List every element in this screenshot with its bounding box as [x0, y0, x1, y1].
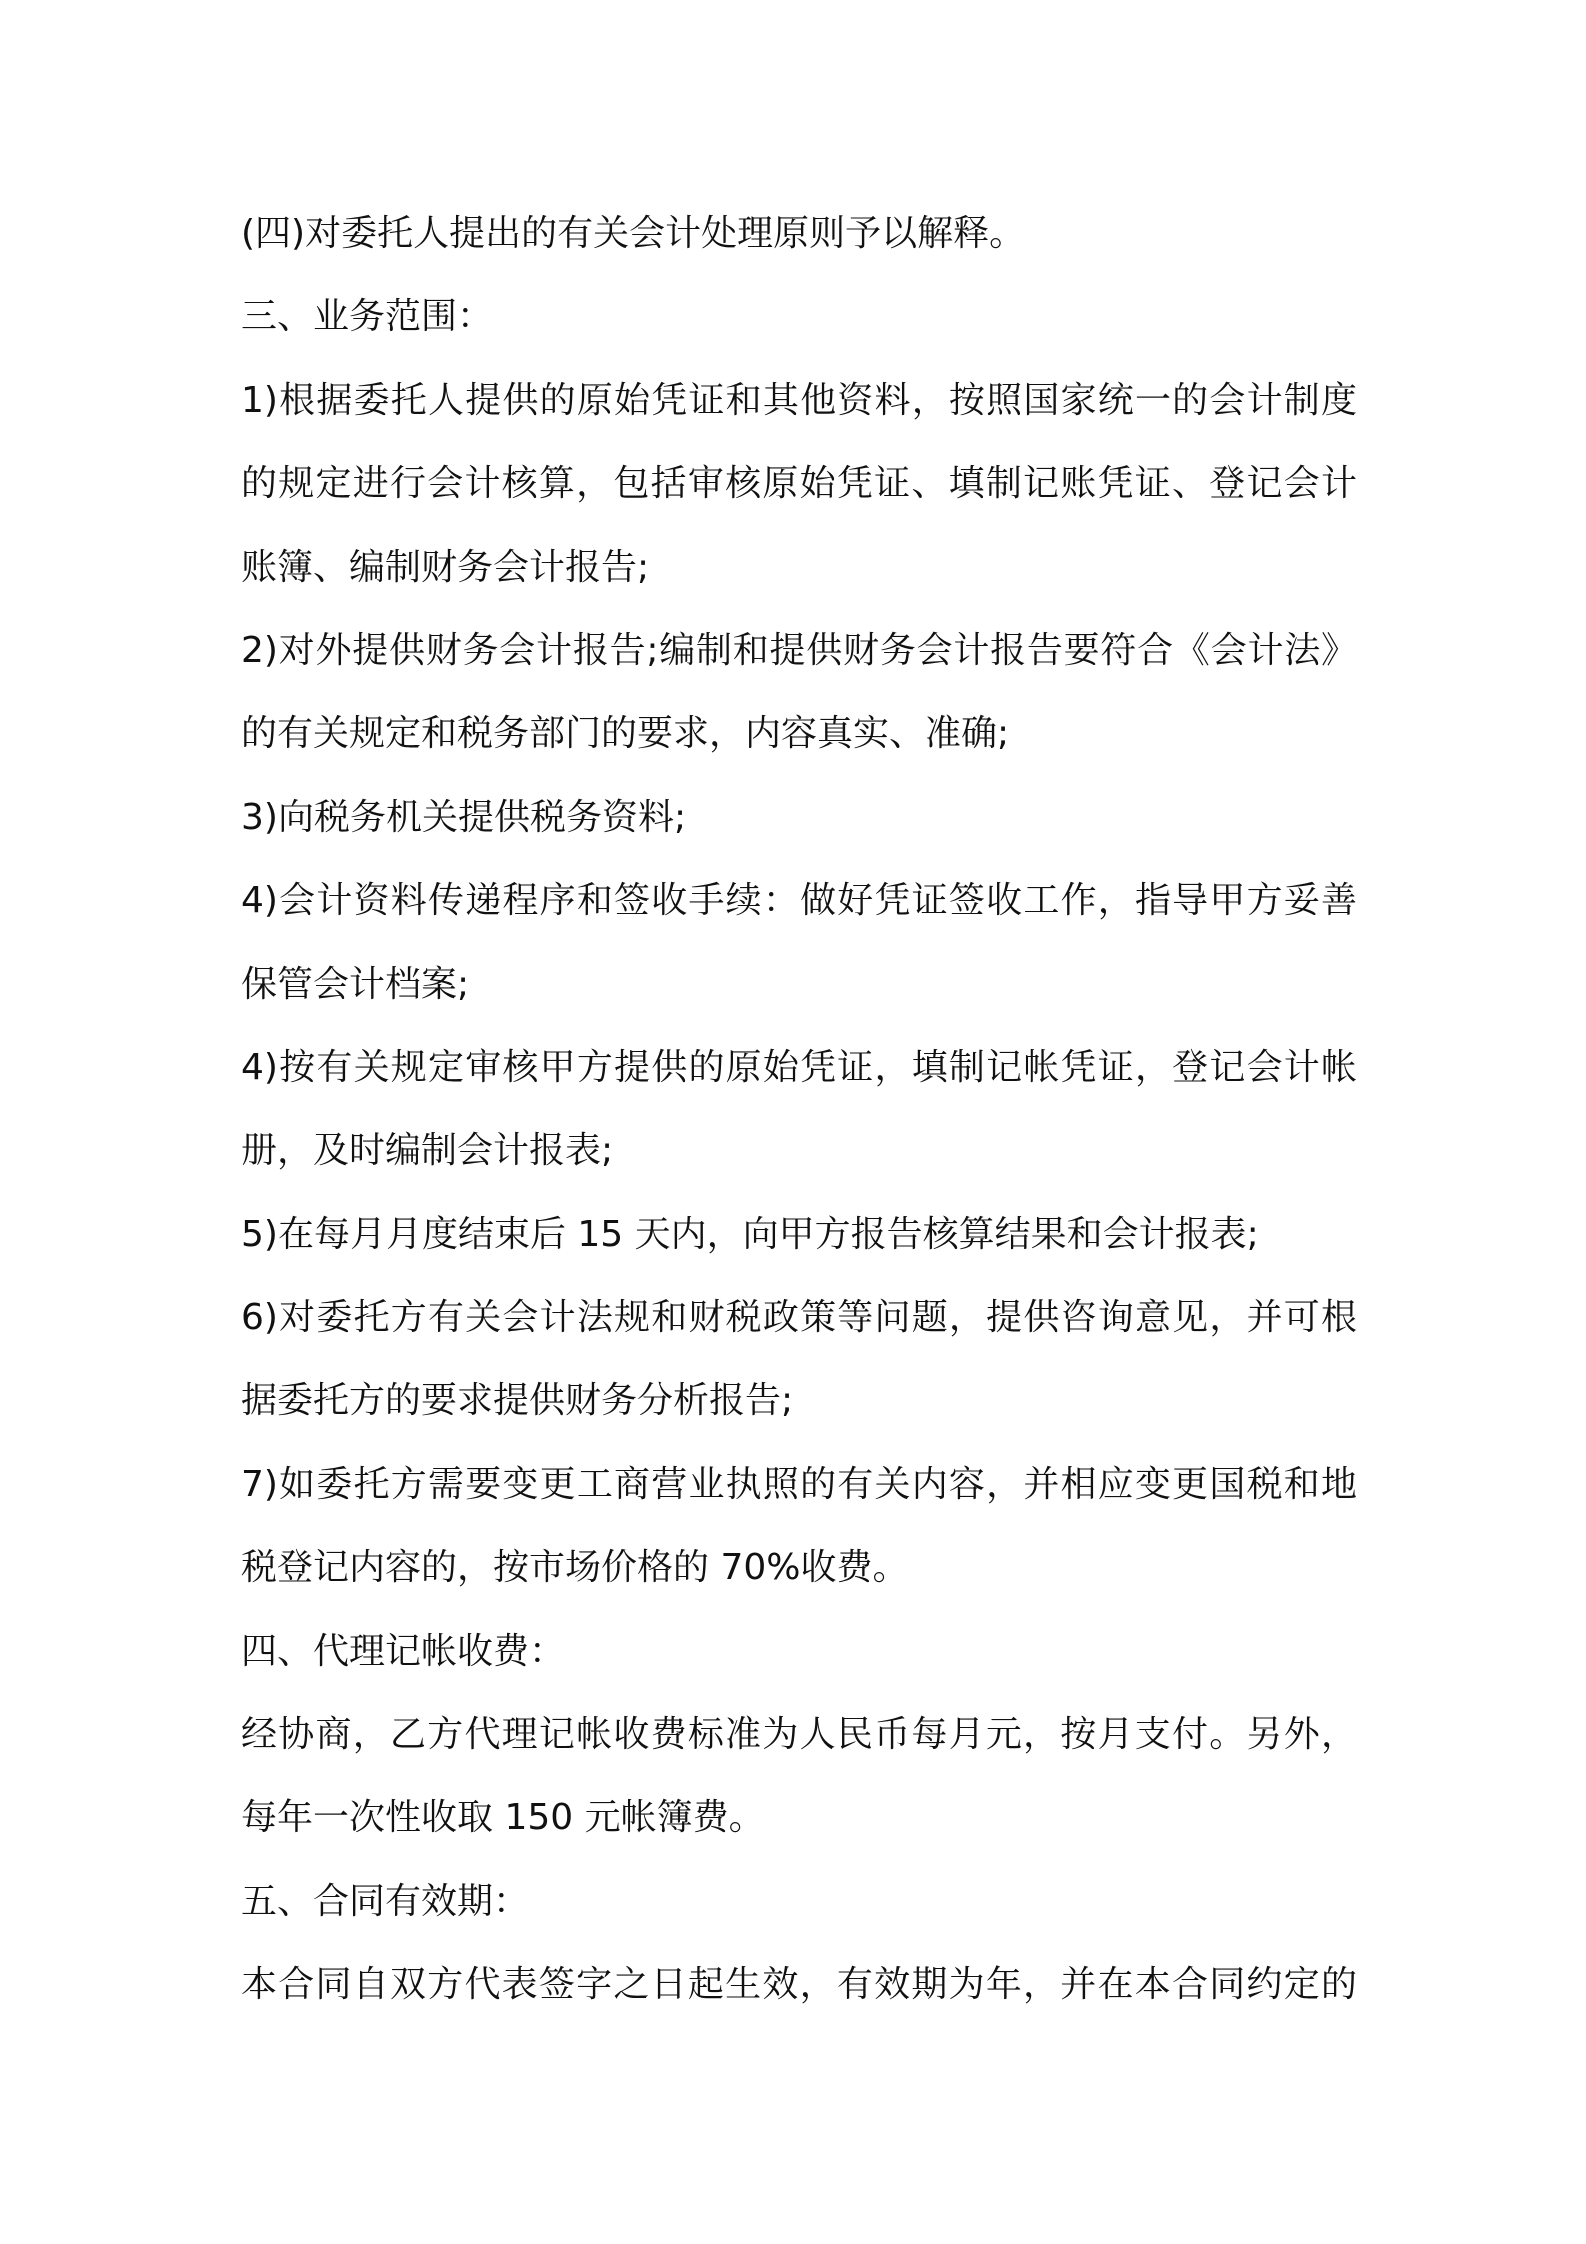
scope-item-4b-line-1: 4)按有关规定审核甲方提供的原始凭证，填制记帐凭证，登记会计帐: [241, 1046, 1357, 1088]
document-body: [241, 192, 1357, 2027]
section-heading-business-scope: 三、业务范围：: [241, 296, 494, 338]
clause-four-explain-principles: (四)对委托人提出的有关会计处理原则予以解释。: [241, 213, 1026, 254]
scope-item-6-line-2: 据委托方的要求提供财务分析报告;: [241, 1380, 794, 1422]
scope-item-4a-line-1: 4)会计资料传递程序和签收手续：做好凭证签收工作，指导甲方妥善: [241, 880, 1357, 922]
scope-item-5: 5)在每月月度结束后 15 天内，向甲方报告核算结果和会计报表;: [241, 1213, 1259, 1255]
scope-item-3: 3)向税务机关提供税务资料;: [241, 796, 687, 838]
section-heading-bookkeeping-fee: 四、代理记帐收费：: [241, 1630, 566, 1672]
scope-item-4b-line-2: 册，及时编制会计报表;: [241, 1130, 614, 1172]
scope-item-2-line-1: 2)对外提供财务会计报告;编制和提供财务会计报告要符合《会计法》: [241, 629, 1357, 671]
fee-paragraph-line-2: 每年一次性收取 150 元帐簿费。: [241, 1797, 765, 1839]
scope-item-1-line-3: 账簿、编制财务会计报告;: [241, 546, 650, 588]
fee-paragraph-line-1: 经协商，乙方代理记帐收费标准为人民币每月元，按月支付。另外，: [241, 1714, 1357, 1756]
section-heading-contract-term: 五、合同有效期：: [241, 1880, 530, 1922]
term-paragraph-line-1: 本合同自双方代表签字之日起生效，有效期为年，并在本合同约定的: [241, 1964, 1357, 2006]
scope-item-7-line-2: 税登记内容的，按市场价格的 70%收费。: [241, 1547, 909, 1589]
scope-item-7-line-1: 7)如委托方需要变更工商营业执照的有关内容，并相应变更国税和地: [241, 1463, 1357, 1505]
scope-item-6-line-1: 6)对委托方有关会计法规和财税政策等问题，提供咨询意见，并可根: [241, 1297, 1357, 1339]
scope-item-4a-line-2: 保管会计档案;: [241, 963, 470, 1005]
scope-item-1-line-1: 1)根据委托人提供的原始凭证和其他资料，按照国家统一的会计制度: [241, 379, 1357, 421]
scope-item-1-line-2: 的规定进行会计核算，包括审核原始凭证、填制记账凭证、登记会计: [241, 463, 1357, 505]
scope-item-2-line-2: 的有关规定和税务部门的要求，内容真实、准确;: [241, 713, 1010, 755]
